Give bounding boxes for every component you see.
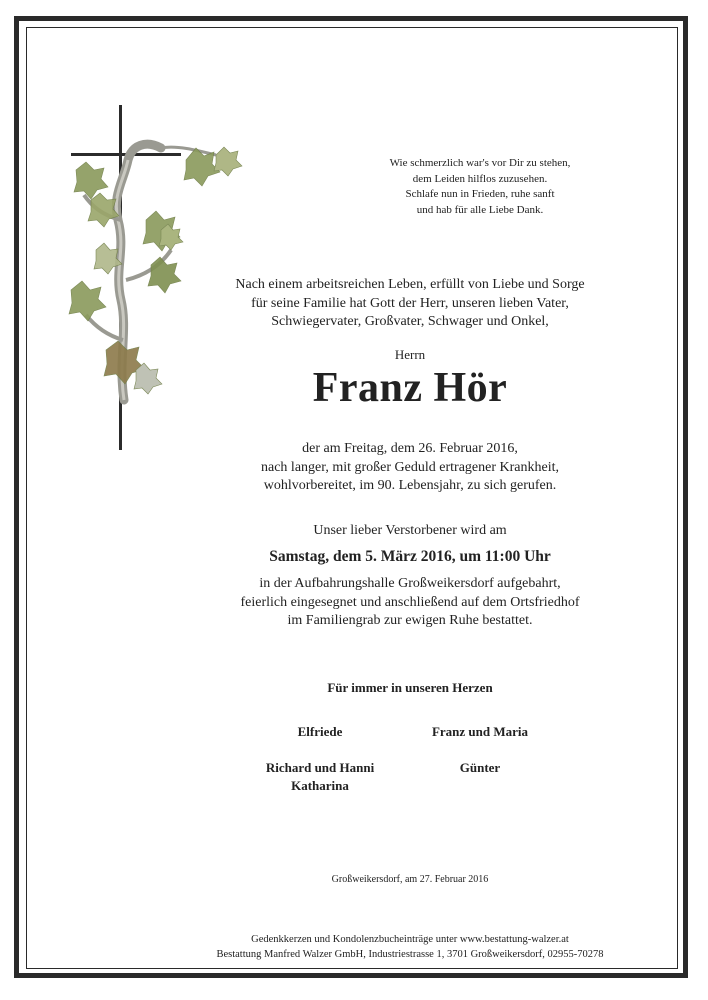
funeral-line: im Familiengrab zur ewigen Ruhe bestattet. (287, 613, 533, 628)
mourner-elfriede: Elfriede (297, 724, 343, 739)
death-line: wohlvorbereitet, im 90. Lebensjahr, zu sich gerufen. (263, 478, 557, 493)
place-date: Großweikersdorf, am 27. Februar 2016 (331, 874, 489, 885)
poem (330, 156, 630, 218)
intro-line: Nach einem arbeitsreichen Leben, erfüllt von Liebe und Sorge (235, 277, 585, 292)
funeral-line: feierlich eingesegnet und anschließend auf dem Ortsfriedhof (240, 594, 580, 610)
death-text (160, 440, 660, 496)
footer-line: Bestattung Manfred Walzer GmbH, Industriestrasse 1, 3701 Großweikersdorf, 02955-70278 (216, 949, 604, 960)
deceased-name: Franz Hör (312, 365, 508, 411)
funeral-line: in der Aufbahrungshalle Großweikersdorf aufgebahrt, (259, 576, 561, 591)
poem-line: Wie schmerzlich war's vor Dir zu stehen, (389, 157, 571, 169)
mourner-katharina: Katharina (291, 778, 349, 793)
salutation: Herrn (394, 347, 426, 362)
poem-line: Schlafe nun in Frieden, ruhe sanft (405, 188, 555, 200)
mourner-richard-hanni: Richard und Hanni (265, 760, 375, 775)
funeral-text (160, 575, 660, 631)
footer-line: Gedenkkerzen und Kondolenzbucheinträge unter www.bestattung-walzer.at (251, 934, 569, 945)
funeral-lead: Unser lieber Verstorbener wird am (313, 523, 507, 538)
poem-line: dem Leiden hilflos zuzusehen. (412, 172, 548, 185)
closing-line: Für immer in unseren Herzen (327, 680, 493, 695)
intro-line: Schwiegervater, Großvater, Schwager und Onkel, (271, 314, 549, 329)
footer (160, 932, 660, 962)
death-line: nach langer, mit großer Geduld ertragener Krankheit, (261, 459, 559, 475)
mourner-franz-maria: Franz und Maria (431, 724, 529, 739)
intro-text (160, 276, 660, 332)
intro-line: für seine Familie hat Gott der Herr, unseren lieben Vater, (251, 295, 569, 311)
death-line: der am Freitag, dem 26. Februar 2016, (302, 441, 518, 456)
funeral-date: Samstag, dem 5. März 2016, um 11:00 Uhr (269, 548, 551, 565)
mourner-guenter: Günter (459, 760, 501, 775)
poem-line: und hab für alle Liebe Dank. (416, 203, 544, 216)
